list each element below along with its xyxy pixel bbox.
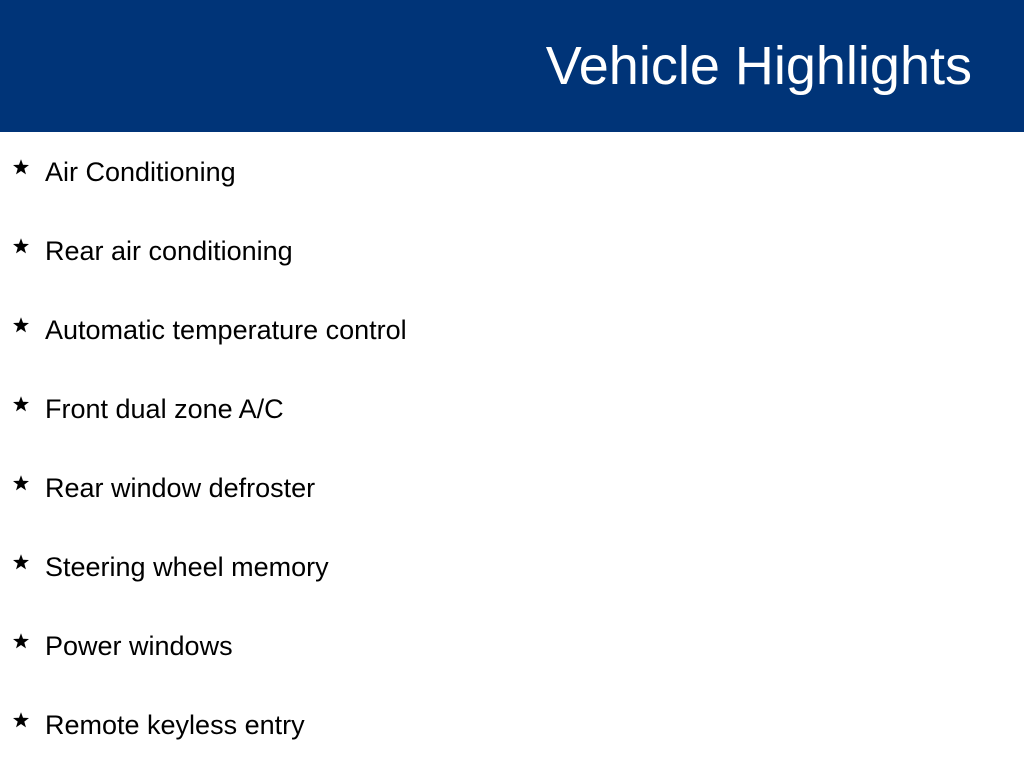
list-item	[0, 309, 1024, 388]
star-icon	[10, 156, 32, 178]
header-banner	[0, 0, 1024, 132]
list-item	[0, 546, 1024, 625]
list-item-label: Steering wheel memory	[45, 552, 329, 582]
star-icon	[10, 709, 32, 731]
list-item	[0, 625, 1024, 704]
list-item-label: Rear window defroster	[45, 473, 316, 503]
list-item	[0, 151, 1024, 230]
highlights-list	[0, 151, 1024, 783]
star-icon	[10, 551, 32, 573]
star-icon	[10, 314, 32, 336]
star-icon	[10, 630, 32, 652]
list-item-label: Front dual zone A/C	[45, 394, 284, 424]
star-icon	[10, 235, 32, 257]
list-item-label: Automatic temperature control	[45, 315, 407, 345]
star-icon	[10, 472, 32, 494]
star-icon	[10, 393, 32, 415]
list-item-label: Air Conditioning	[45, 157, 236, 187]
list-item-label: Rear air conditioning	[45, 236, 293, 266]
list-item-label: Power windows	[45, 631, 233, 661]
list-item	[0, 704, 1024, 783]
page-title: Vehicle Highlights	[545, 36, 972, 96]
list-item	[0, 230, 1024, 309]
list-item	[0, 388, 1024, 467]
list-item	[0, 467, 1024, 546]
list-item-label: Remote keyless entry	[45, 710, 305, 740]
